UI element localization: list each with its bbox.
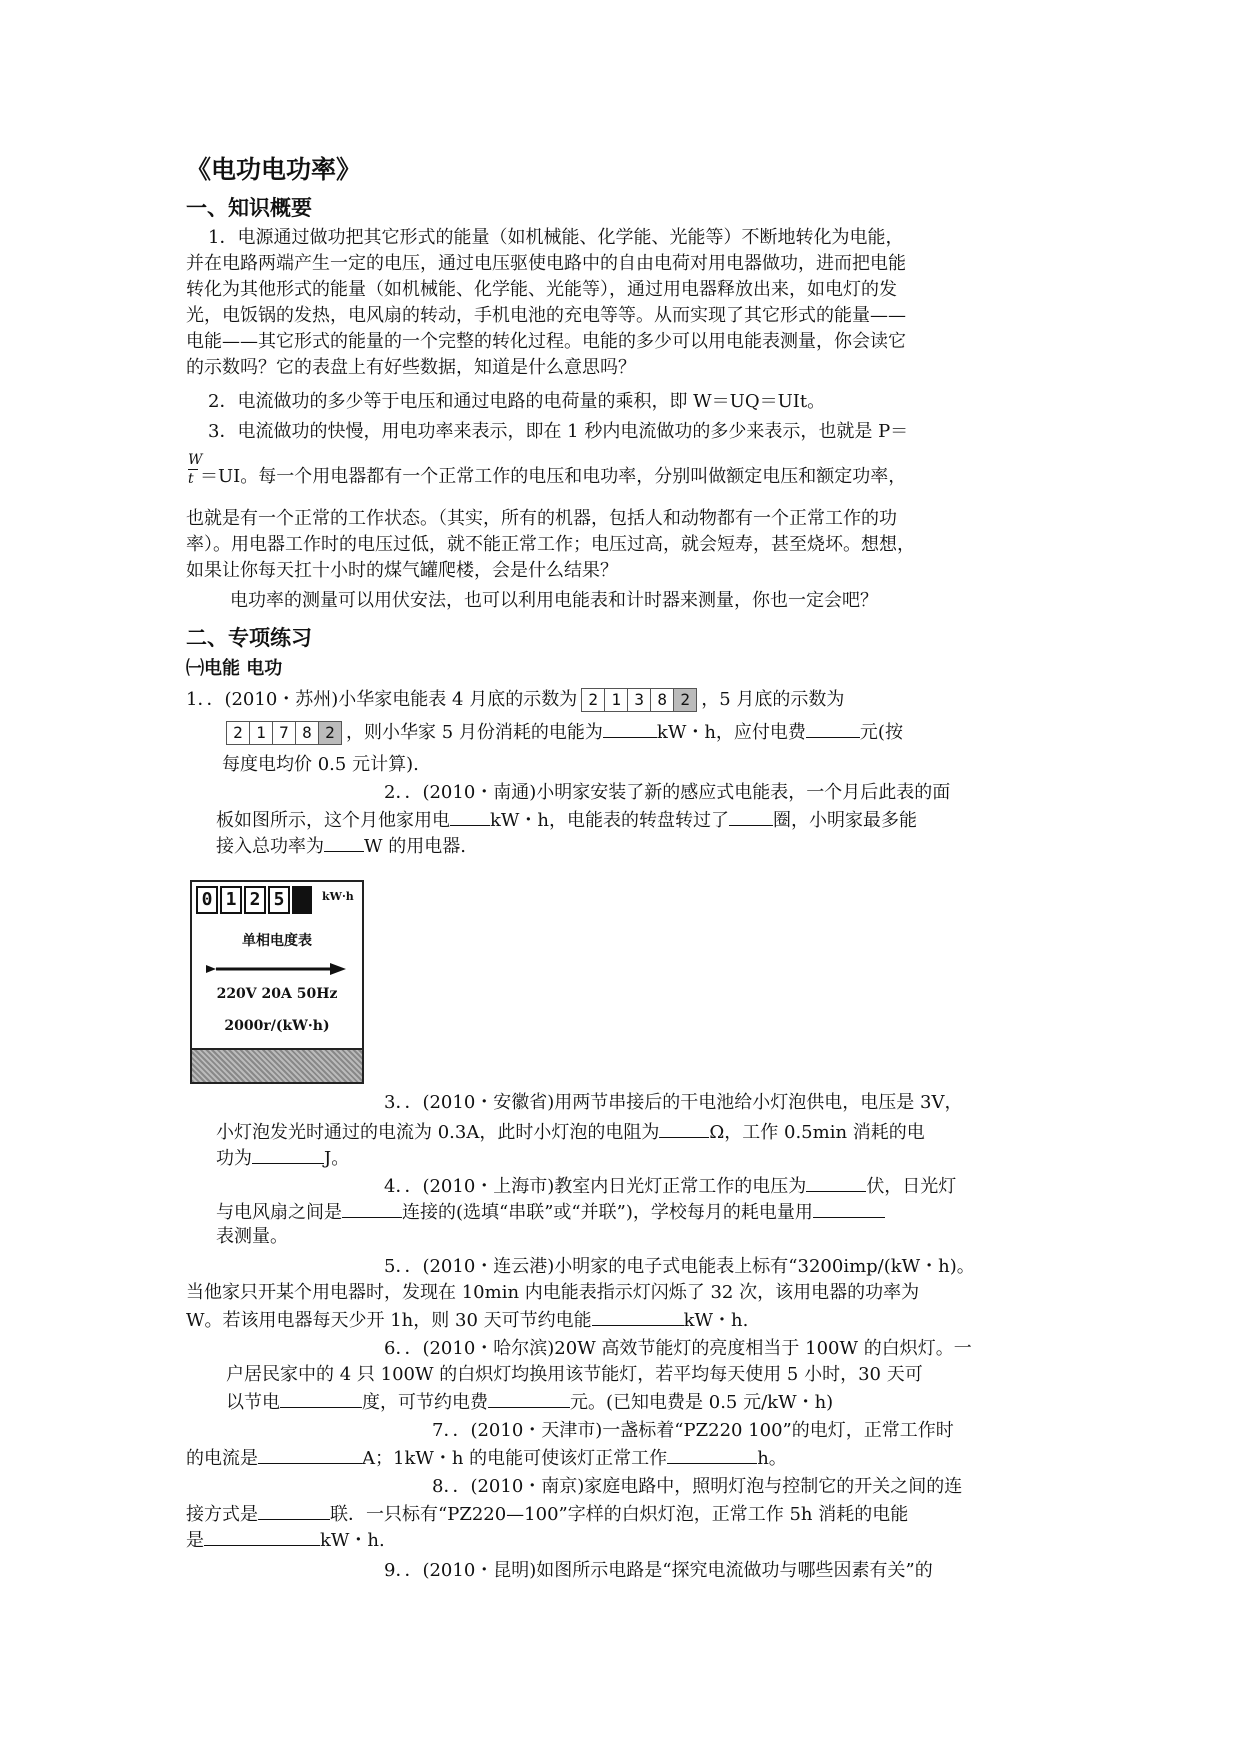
q4-text: 4．．(2010・上海市)教室内日光灯正常工作的电压为 (384, 1176, 807, 1197)
meter-reading-may (226, 721, 342, 745)
intro-line-6: 的示数吗？它的表盘上有好些数据，知道是什么意思吗？ (186, 357, 636, 378)
meter-digit-hidden (292, 886, 312, 914)
electric-meter-figure (190, 880, 364, 1084)
intro-line-3: 转化为其他形式的能量（如机械能、化学能、光能等），通过用电器释放出来，如电灯的发 (186, 279, 897, 300)
answer-blank[interactable] (729, 808, 773, 826)
digit: 2 (582, 689, 605, 711)
intro-line-5: 电能——其它形式的能量的一个完整的转化过程。电能的多少可以用电能表测量，你会读它 (186, 331, 906, 352)
q3-text: J。 (324, 1148, 350, 1169)
answer-blank[interactable] (450, 808, 490, 826)
q2-line-2 (216, 808, 917, 832)
q3-line-1: 3．．(2010・安徽省)用两节串接后的干电池给小灯泡供电，电压是 3V， (384, 1092, 963, 1113)
intro-line-13: 电功率的测量可以用伏安法，也可以利用电能表和计时器来测量，你也一定会吧？ (230, 590, 878, 611)
q3-text: 功为 (216, 1148, 252, 1169)
digit: 1 (250, 722, 273, 744)
q2-text: 板如图所示，这个月他家用电 (216, 810, 450, 831)
q5-text: W。若该用电器每天少开 1h，则 30 天可节约电能 (186, 1310, 592, 1331)
q4-text: 与电风扇之间是 (216, 1202, 342, 1223)
q4-line-3: 表测量。 (216, 1226, 288, 1247)
q3-line-3 (216, 1146, 349, 1170)
q7-text: h。 (757, 1448, 787, 1469)
q4-text: 伏，日光灯 (866, 1176, 957, 1197)
q2-line-3 (216, 834, 466, 858)
q1-text-d: kW・h，应付电费 (656, 722, 806, 743)
q6-line-2: 户居民家中的 4 只 100W 的白炽灯均换用该节能灯，若平均每天使用 5 小时，30 天可 (226, 1364, 923, 1385)
digit: 8 (651, 689, 674, 711)
answer-blank[interactable] (258, 1446, 362, 1464)
q8-line-3 (186, 1528, 385, 1552)
q5-line-3 (186, 1308, 748, 1332)
answer-blank[interactable] (204, 1528, 320, 1546)
meter-digit: 2 (244, 886, 266, 914)
subsection-heading-electric-work: ㈠电能 电功 (186, 658, 283, 679)
answer-blank[interactable] (813, 1200, 885, 1218)
q4-line-1 (384, 1174, 956, 1198)
q6-text: 度，可节约电费 (362, 1392, 488, 1413)
q1-line-3: 每度电均价 0.5 元计算). (222, 754, 419, 775)
meter-reading-april (581, 688, 697, 712)
intro-line-8: 3．电流做功的快慢，用电功率来表示，即在 1 秒内电流做功的多少来表示，也就是 P＝ (208, 421, 909, 442)
answer-blank[interactable] (342, 1200, 402, 1218)
answer-blank[interactable] (592, 1308, 684, 1326)
answer-blank[interactable] (258, 1502, 330, 1520)
q8-line-1: 8．．(2010・南京)家庭电路中，照明灯泡与控制它的开关之间的连 (432, 1476, 963, 1497)
answer-blank[interactable] (603, 720, 657, 738)
meter-rate: 2000r/(kW·h) (224, 1018, 330, 1034)
q4-line-2 (216, 1200, 885, 1224)
q1-line-1 (186, 688, 844, 712)
q5-line-2: 当他家只开某个用电器时，发现在 10min 内电能表指示灯闪烁了 32 次，该用电器的功率为 (186, 1282, 920, 1303)
q7-text: 的电流是 (186, 1448, 258, 1469)
answer-blank[interactable] (488, 1390, 570, 1408)
section-heading-knowledge: 一、知识概要 (186, 196, 312, 220)
intro-line-9: ＝UI。每一个用电器都有一个正常工作的电压和电功率，分别叫做额定电压和额定功率， (200, 466, 907, 487)
q5-text: kW・h. (683, 1310, 749, 1331)
intro-line-7: 2．电流做功的多少等于电压和通过电路的电荷量的乘积，即 W＝UQ＝UIt。 (208, 391, 826, 412)
q1-text-e: 元(按 (859, 722, 903, 743)
answer-blank[interactable] (659, 1120, 709, 1138)
q3-text: Ω，工作 0.5min 消耗的电 (709, 1122, 925, 1143)
answer-blank[interactable] (806, 1174, 866, 1192)
q6-line-1: 6．．(2010・哈尔滨)20W 高效节能灯的亮度相当于 100W 的白炽灯。一 (384, 1338, 972, 1359)
meter-name: 单相电度表 (242, 933, 312, 949)
intro-line-11: 率）。用电器工作时的电压过低，就不能正常工作；电压过高，就会短寿，甚至烧坏。想想， (186, 534, 915, 555)
q8-text: 接方式是 (186, 1504, 258, 1525)
q1-text-c: ，则小华家 5 月份消耗的电能为 (346, 722, 603, 743)
q4-text: 连接的(选填“串联”或“并联”)，学校每月的耗电量用 (402, 1202, 813, 1223)
digit: 7 (273, 722, 296, 744)
q7-text: A；1kW・h 的电能可使该灯正常工作 (362, 1448, 668, 1469)
q9-line-1: 9．．(2010・昆明)如图所示电路是“探究电流做功与哪些因素有关”的 (384, 1560, 933, 1581)
digit: 2 (227, 722, 250, 744)
intro-line-10: 也就是有一个正常的工作状态。（其实，所有的机器，包括人和动物都有一个正常工作的功 (186, 508, 897, 529)
q1-text-b: ，5 月底的示数为 (701, 689, 845, 710)
meter-display (196, 886, 312, 914)
q2-text: 接入总功率为 (216, 836, 324, 857)
q6-text: 元。(已知电费是 0.5 元/kW・h) (570, 1392, 834, 1413)
q1-line-2 (222, 720, 903, 745)
intro-line-2: 并在电路两端产生一定的电压，通过电压驱使电路中的自由电荷对用电器做功，进而把电能 (186, 253, 906, 274)
digit: 2 (319, 722, 341, 744)
q7-line-2 (186, 1446, 787, 1470)
intro-line-12: 如果让你每天扛十小时的煤气罐爬楼，会是什么结果？ (186, 560, 618, 581)
q8-text: kW・h. (320, 1530, 385, 1551)
q8-line-2 (186, 1502, 908, 1526)
answer-blank[interactable] (324, 834, 364, 852)
q6-line-3 (226, 1390, 833, 1414)
meter-digit: 5 (268, 886, 290, 914)
q3-text: 小灯泡发光时通过的电流为 0.3A，此时小灯泡的电阻为 (216, 1122, 660, 1143)
meter-digit: 1 (220, 886, 242, 914)
fraction-denominator: t (188, 471, 194, 487)
q2-line-1: 2．．(2010・南通)小明家安装了新的感应式电能表，一个月后此表的面 (384, 782, 951, 803)
meter-unit: kW·h (322, 890, 354, 903)
q2-text: 圈，小明家最多能 (773, 810, 917, 831)
q1-text-a: 1．．(2010・苏州)小华家电能表 4 月底的示数为 (186, 689, 578, 710)
q5-line-1: 5．．(2010・连云港)小明家的电子式电能表上标有“3200imp/(kW・h)。 (384, 1256, 975, 1277)
q2-text: kW・h，电能表的转盘转过了 (490, 810, 729, 831)
meter-spec: 220V 20A 50Hz (216, 986, 338, 1002)
answer-blank[interactable] (806, 720, 860, 738)
answer-blank[interactable] (252, 1146, 324, 1164)
q2-text: W 的用电器. (364, 836, 466, 857)
q8-text: 是 (186, 1530, 204, 1551)
intro-line-4: 光，电饭锅的发热，电风扇的转动，手机电池的充电等等。从而实现了其它形式的能量—— (186, 305, 906, 326)
q6-text: 以节电 (226, 1392, 280, 1413)
q3-line-2 (216, 1120, 925, 1144)
meter-base (192, 1048, 362, 1082)
document-title: 《电功电功率》 (186, 155, 362, 184)
intro-line-1: 1．电源通过做功把其它形式的能量（如机械能、化学能、光能等）不断地转化为电能， (208, 227, 904, 248)
answer-blank[interactable] (667, 1446, 757, 1464)
section-heading-practice: 二、专项练习 (186, 626, 312, 650)
q7-line-1: 7．．(2010・天津市)一盏标着“PZ220 100”的电灯，正常工作时 (432, 1420, 954, 1441)
digit: 8 (296, 722, 319, 744)
answer-blank[interactable] (280, 1390, 362, 1408)
q8-text: 联．一只标有“PZ220—100”字样的白炽灯泡，正常工作 5h 消耗的电能 (330, 1504, 909, 1525)
digit: 3 (628, 689, 651, 711)
digit: 1 (605, 689, 628, 711)
digit: 2 (674, 689, 696, 711)
fraction-numerator: W (188, 452, 203, 468)
arrow-icon (206, 962, 346, 976)
meter-digit: 0 (196, 886, 218, 914)
